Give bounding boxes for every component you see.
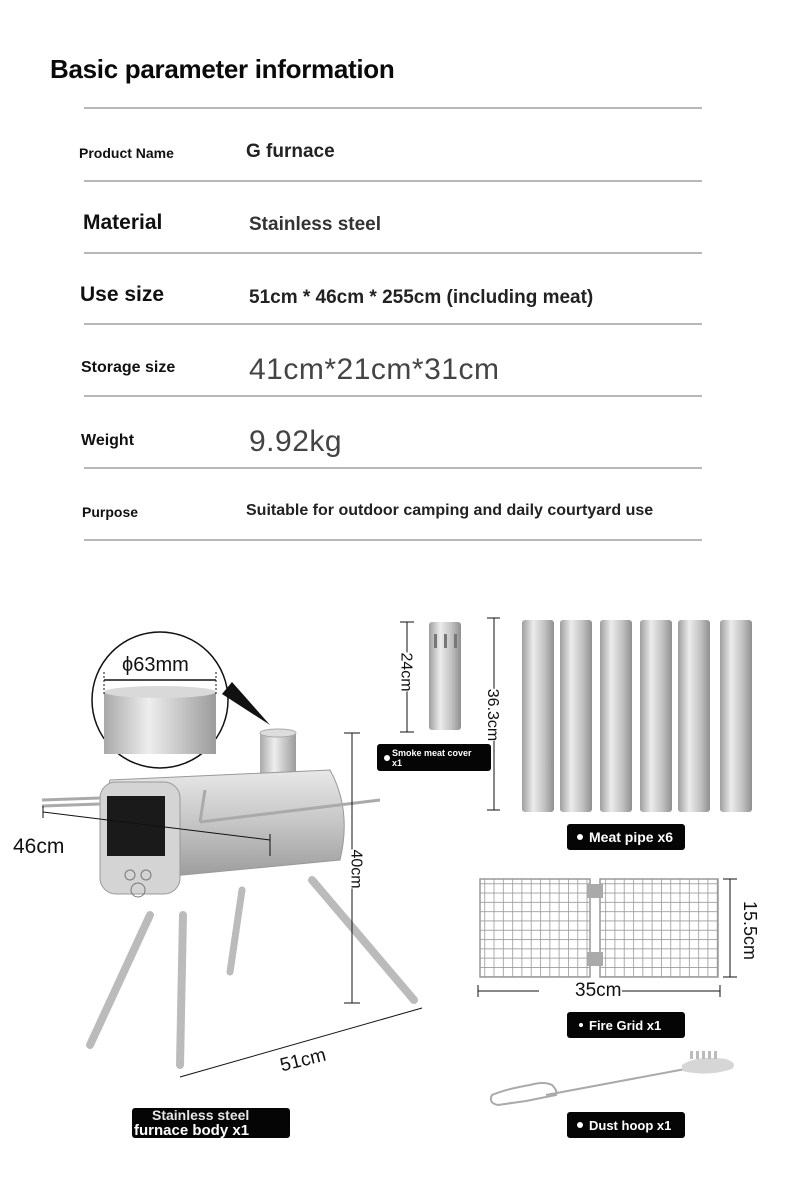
param-label-product-name: Product Name xyxy=(79,145,174,161)
badge-dust-hoop: Dust hoop x1 xyxy=(567,1112,685,1138)
bullet-icon xyxy=(577,1122,583,1128)
divider xyxy=(84,539,702,541)
meat-pipes-illustration xyxy=(518,618,758,814)
dust-hoop-illustration xyxy=(486,1045,742,1113)
divider xyxy=(84,180,702,182)
bullet-icon xyxy=(577,834,583,840)
param-value-weight: 9.92kg xyxy=(249,425,343,458)
badge-text: furnace body x1 xyxy=(134,1122,250,1139)
grid-width-label: 35cm xyxy=(575,980,622,1001)
badge-smoke-meat-cover xyxy=(377,744,491,771)
grid-height-label: 15.5cm xyxy=(740,900,761,961)
param-label-storage-size: Storage size xyxy=(81,359,176,376)
badge-fire-grid: Fire Grid x1 xyxy=(567,1012,685,1038)
param-value-use-size: 51cm * 46cm * 255cm (including meat) xyxy=(249,287,594,308)
badge-meat-pipe: Meat pipe x6 xyxy=(567,824,685,850)
page-title: Basic parameter information xyxy=(50,54,395,84)
param-value-product-name: G furnace xyxy=(246,141,335,162)
divider xyxy=(84,467,702,469)
pipe-height-label: 36.3cm xyxy=(484,688,502,742)
badge-label: Smoke meat cover x1 xyxy=(392,747,472,768)
param-label-purpose: Purpose xyxy=(82,504,139,520)
bullet-icon xyxy=(384,755,390,761)
param-label-use-size: Use size xyxy=(80,283,165,306)
divider xyxy=(84,395,702,397)
param-label-material: Material xyxy=(83,211,163,234)
divider xyxy=(84,107,702,109)
bullet-icon xyxy=(579,1023,583,1027)
badge-text: Stainless steel xyxy=(152,1107,250,1123)
cover-height-label: 24cm xyxy=(397,652,415,692)
badge-furnace-body xyxy=(132,1108,290,1138)
depth-label: 46cm xyxy=(13,835,65,858)
divider xyxy=(84,252,702,254)
width-label: 51cm xyxy=(278,1044,329,1077)
divider xyxy=(84,323,702,325)
param-label-weight: Weight xyxy=(81,432,135,449)
chimney-diameter-label: ϕ63mm xyxy=(122,654,189,676)
height-label: 40cm xyxy=(347,849,365,889)
param-value-purpose: Suitable for outdoor camping and daily courtyard use xyxy=(246,502,654,519)
param-value-storage-size: 41cm*21cm*31cm xyxy=(249,353,500,386)
param-value-material: Stainless steel xyxy=(249,214,382,235)
